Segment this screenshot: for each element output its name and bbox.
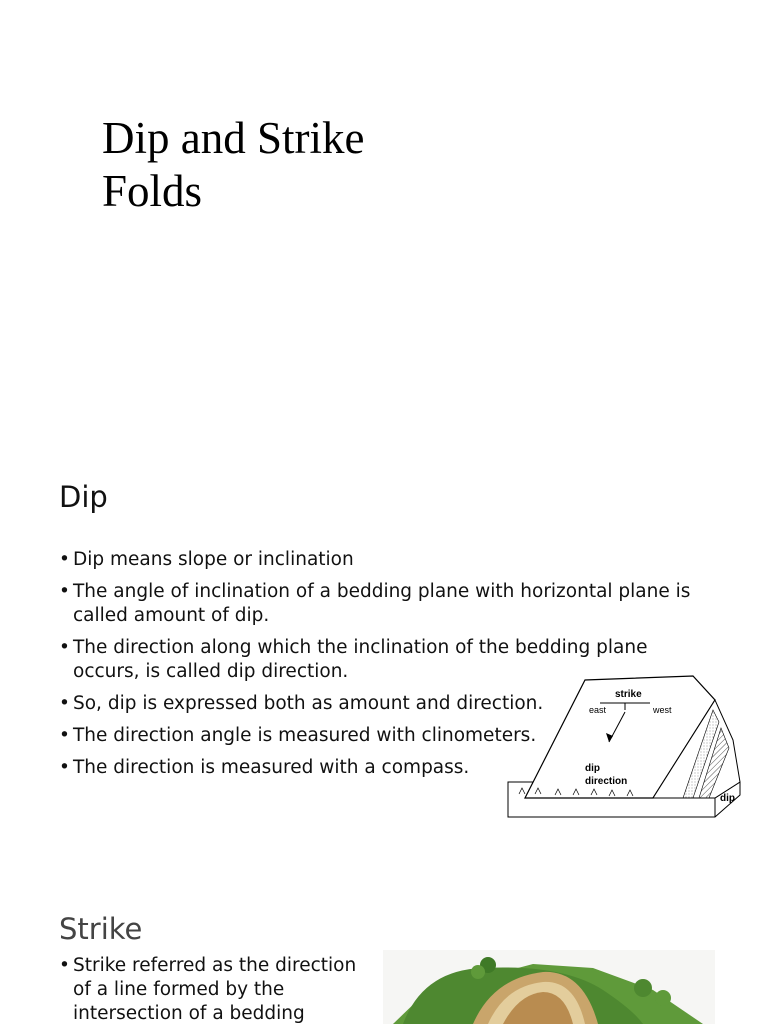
page-title	[102, 112, 364, 218]
east-label: east	[589, 705, 607, 715]
slide-strike	[0, 880, 768, 1024]
slide-heading-strike: Strike	[59, 912, 143, 946]
title-line-1: Dip and Strike	[102, 113, 365, 163]
bullet-item: • Dip means slope or inclination	[59, 548, 709, 572]
dip-label: dip	[720, 793, 735, 804]
slide-heading-dip: Dip	[59, 480, 108, 514]
bullet-item: • So, dip is expressed both as amount and direction.	[59, 692, 709, 716]
bullet-item: • Strike referred as the direction of a line formed by the intersection of a bedding	[59, 954, 359, 1026]
bullet-item: • The angle of inclination of a bedding plane with horizontal plane is called amount of dip.	[59, 580, 709, 628]
strike-label: strike	[615, 689, 642, 700]
dip-direction-label-1: dip	[585, 763, 600, 774]
bullet-item: • The direction is measured with a compass.	[59, 756, 709, 780]
fold-landscape-image	[383, 950, 715, 1024]
title-line-2: Folds	[102, 166, 203, 216]
dip-direction-label-2: direction	[585, 776, 628, 787]
slide-title	[0, 0, 768, 440]
bullet-item: • The direction along which the inclination of the bedding plane occurs, is called dip direction.	[59, 636, 709, 684]
dip-strike-diagram	[505, 670, 755, 840]
slide-dip	[0, 440, 768, 880]
strike-bullet-list	[59, 954, 359, 1026]
west-label: west	[653, 705, 672, 715]
bullet-item: • The direction angle is measured with clinometers.	[59, 724, 709, 748]
